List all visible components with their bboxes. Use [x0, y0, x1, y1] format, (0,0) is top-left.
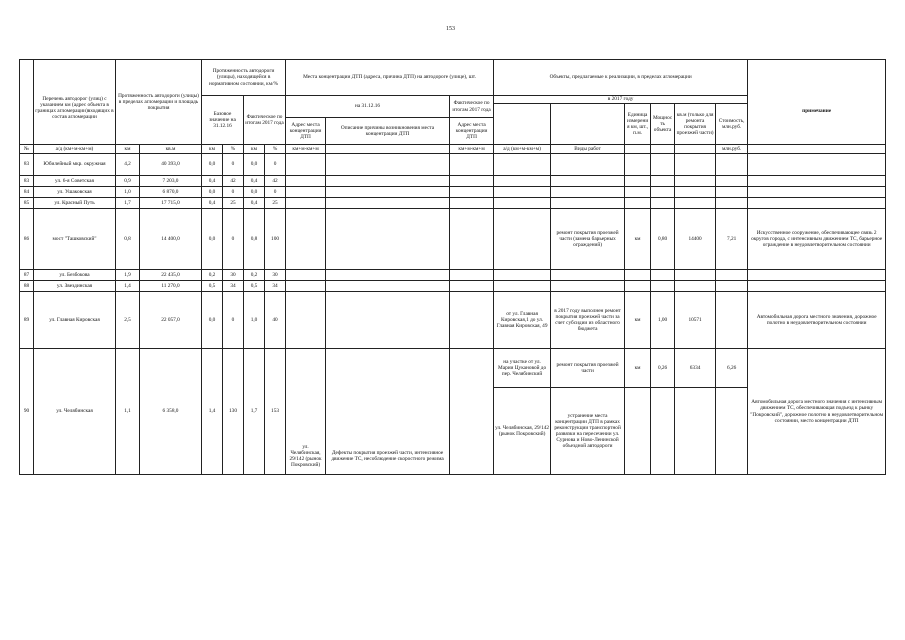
- header-actual-2017: Фактическое по итогам 2017 года: [244, 96, 286, 145]
- row-base-km: 0,0: [202, 187, 223, 198]
- row-sqm: 14400: [675, 209, 716, 270]
- header-dtp-cause: Описание причины возникновения места концентрации ДТП: [326, 118, 450, 145]
- row-area: 6 870,0: [140, 187, 202, 198]
- row-base-pct: 0: [223, 292, 244, 349]
- row-area: 22 057,0: [140, 292, 202, 349]
- row-base-km: 1,4: [202, 349, 223, 475]
- row-dtp-address: ул. Челябинская, 29/142 (рынок Покровский): [286, 349, 326, 475]
- unit-blank: [651, 145, 675, 154]
- row-num: 89: [20, 292, 34, 349]
- row-fact-pct: 42: [265, 176, 286, 187]
- header-objects-group: Объекты, предлагаемые к реализации, в пределах агломерации: [494, 60, 748, 96]
- row-unit: км: [625, 209, 651, 270]
- row-capacity: 0,80: [651, 209, 675, 270]
- row-fact-km: 1,0: [244, 292, 265, 349]
- row-note: Искусственное сооружение, обеспечивающее связь 2 округов города, с интенсивным движением ТС, барьерное ограждение в неудовлетворительном состоянии: [748, 209, 886, 270]
- row-len: 1,7: [116, 198, 140, 209]
- unit-pct2: %: [265, 145, 286, 154]
- header-sqm: кв.м (только для ремонта покрытия проезжей части): [675, 104, 716, 145]
- row-note: Автомобильная дорога местного значения с интенсивным движением ТС, обеспечивающая подъезд к рынку "Покровский", дорожное полотно в неудовлетворительном состоянии, место концентрации ДТП: [748, 349, 886, 475]
- row-works: в 2017 году выполнен ремонт покрытия проезжей части за счет субсидии из областного бюджета: [551, 292, 625, 349]
- header-obj-addr-top: [494, 104, 551, 145]
- row-fact-km: 0,5: [244, 281, 265, 292]
- row-road: ул. Ушаковская: [34, 187, 116, 198]
- row-base-pct: 0: [223, 187, 244, 198]
- header-cost: Стоимость, млн.руб.: [716, 104, 748, 145]
- row-num: 84: [20, 187, 34, 198]
- row-sqm: 10571: [675, 292, 716, 349]
- table-row: [20, 187, 886, 198]
- unit-num: №: [20, 145, 34, 154]
- header-dtp-address-b: Адрес места концентрации ДТП: [450, 118, 494, 145]
- row-fact-km: 0,8: [244, 209, 265, 270]
- unit-km3: км: [244, 145, 265, 154]
- table-row: [20, 270, 886, 281]
- row-fact-km: 0,4: [244, 198, 265, 209]
- table-row: [20, 198, 886, 209]
- row-cost: 7,21: [716, 209, 748, 270]
- row-num: 83: [20, 176, 34, 187]
- row-num: 83: [20, 154, 34, 176]
- row-len: 1,1: [116, 349, 140, 475]
- row-base-pct: 0: [223, 154, 244, 176]
- row-base-km: 0,2: [202, 270, 223, 281]
- row-base-pct: 130: [223, 349, 244, 475]
- row-base-pct: 42: [223, 176, 244, 187]
- row-base-km: 0,0: [202, 209, 223, 270]
- row-road: ул. Челябинская: [34, 349, 116, 475]
- row-num: 85: [20, 198, 34, 209]
- row-fact-km: 0,0: [244, 187, 265, 198]
- row-unit: км: [625, 292, 651, 349]
- header-dtp-group: Места концентрации ДТП (адреса, причина ДТП) на автодороге (улице), шт.: [286, 60, 494, 96]
- row-base-km: 0,0: [202, 154, 223, 176]
- table-row: [20, 176, 886, 187]
- unit-blank: [675, 145, 716, 154]
- row-base-km: 0,0: [202, 292, 223, 349]
- row-len: 1,9: [116, 270, 140, 281]
- row-area: 22 435,0: [140, 270, 202, 281]
- col-num: [20, 60, 34, 145]
- unit-addr2: а/д (км+м-км+м): [494, 145, 551, 154]
- unit-blank: [326, 145, 450, 154]
- row-base-pct: 30: [223, 270, 244, 281]
- row-fact-km: 0,2: [244, 270, 265, 281]
- row-base-km: 0,4: [202, 176, 223, 187]
- unit-km2: км: [202, 145, 223, 154]
- header-dtp-address: Адрес места концентрации ДТП: [286, 118, 326, 145]
- header-year-2017: в 2017 году: [494, 96, 748, 104]
- unit-blank: [748, 145, 886, 154]
- header-works-spacer: [551, 104, 625, 145]
- table-row: [20, 349, 886, 388]
- row-unit: км: [625, 349, 651, 388]
- row-len: 0,9: [116, 176, 140, 187]
- row-fact-km: 0,0: [244, 154, 265, 176]
- table-row: [20, 292, 886, 349]
- header-length: Протяженность автодороги (улицы) в пределах агломерации и площадь покрытия: [116, 60, 202, 145]
- unit-works: Виды работ: [551, 145, 625, 154]
- header-road-list: Перечень автодорог (улиц) с указанием км (адрес объекта в границах агломерации)входящих в состав агломерации: [34, 60, 116, 145]
- row-road: мост "Ташковский": [34, 209, 116, 270]
- row-fact-pct: 30: [265, 270, 286, 281]
- row-fact-pct: 25: [265, 198, 286, 209]
- header-note: примечание: [748, 60, 886, 145]
- row-capacity: 1,00: [651, 292, 675, 349]
- row-area: 40 393,0: [140, 154, 202, 176]
- unit-blank: [625, 145, 651, 154]
- header-as-of: на 31.12.16: [286, 96, 450, 118]
- row-num: 88: [20, 281, 34, 292]
- row-road: Юбилейный мкр. окружная: [34, 154, 116, 176]
- row-num: 87: [20, 270, 34, 281]
- unit-cost: млн.руб.: [716, 145, 748, 154]
- row-len: 4,2: [116, 154, 140, 176]
- row-road: ул. Безбокова: [34, 270, 116, 281]
- row-road: ул. Красный Путь: [34, 198, 116, 209]
- row-works: ремонт покрытия проезжей части: [551, 349, 625, 388]
- header-norm-group: Протяженность автодороги (улицы), находящейся в нормативном состоянии, км/%: [202, 60, 286, 96]
- row-road: ул. 6-я Советская: [34, 176, 116, 187]
- row-fact-pct: 34: [265, 281, 286, 292]
- row-len: 0,8: [116, 209, 140, 270]
- row-area: 11 270,0: [140, 281, 202, 292]
- row-len: 1,0: [116, 187, 140, 198]
- unit-kmm: км+м-км+м: [286, 145, 326, 154]
- row-note: Автомобильная дорога местного значения, дорожное полотно в неудовлетворительном состоянии: [748, 292, 886, 349]
- header-base-value: Базовое значение на 31.12.16: [202, 96, 244, 145]
- row-base-km: 0,4: [202, 198, 223, 209]
- row-base-pct: 34: [223, 281, 244, 292]
- row-fact-pct: 153: [265, 349, 286, 475]
- row-area: 14 400,0: [140, 209, 202, 270]
- table-row: [20, 281, 886, 292]
- row-dtp-cause: Дефекты покрытия проезжей части, интенсивное движение ТС, несоблюдение скоростного режима: [326, 349, 450, 475]
- row-works-2: устранение места концентрации ДТП в рамках реконструкции транспортной развязки на пересечении ул. Сурнова и Ново-Ленинской объездной автодороги: [551, 388, 625, 475]
- header-actual-2017-b: Фактическое по итогам 2017 года: [450, 96, 494, 118]
- row-fact-pct: 0: [265, 154, 286, 176]
- row-fact-km: 0,4: [244, 176, 265, 187]
- row-area: 6 358,0: [140, 349, 202, 475]
- row-object-address: на участке от ул. Марии Цукановой до пер. Челябинский: [494, 349, 551, 388]
- row-len: 2,5: [116, 292, 140, 349]
- row-sqm: 6334: [675, 349, 716, 388]
- unit-kmm2: км+м-км+м: [450, 145, 494, 154]
- row-num: 86: [20, 209, 34, 270]
- unit-pct: %: [223, 145, 244, 154]
- row-works: ремонт покрытия проезжей части (замена барьерных ограждений): [551, 209, 625, 270]
- row-fact-pct: 40: [265, 292, 286, 349]
- row-area: 7 203,0: [140, 176, 202, 187]
- roads-table: [19, 59, 886, 475]
- row-road: ул. Звездинская: [34, 281, 116, 292]
- row-fact-pct: 100: [265, 209, 286, 270]
- row-fact-pct: 0: [265, 187, 286, 198]
- header-capacity: Мощность объекта: [651, 104, 675, 145]
- unit-sqm: кв.м: [140, 145, 202, 154]
- row-object-address-2: ул. Челябинская, 29/142 (рынок Покровский): [494, 388, 551, 475]
- page-number: 153: [446, 26, 455, 32]
- row-fact-km: 1,7: [244, 349, 265, 475]
- row-capacity: 0,26: [651, 349, 675, 388]
- row-base-pct: 25: [223, 198, 244, 209]
- header-unit: Единица измерения км, шт., п.м.: [625, 104, 651, 145]
- row-len: 1,4: [116, 281, 140, 292]
- unit-addr1: а/д (км+м-км+м): [34, 145, 116, 154]
- table-row: [20, 209, 886, 270]
- row-object-address: от ул. Главная Кировская,1 до ул. Главная Кировская, 49: [494, 292, 551, 349]
- row-base-km: 0,5: [202, 281, 223, 292]
- row-road: ул. Главная Кировская: [34, 292, 116, 349]
- unit-km: км: [116, 145, 140, 154]
- table-row: [20, 154, 886, 176]
- row-base-pct: 0: [223, 209, 244, 270]
- row-num: 90: [20, 349, 34, 475]
- row-cost: 6,26: [716, 349, 748, 388]
- row-area: 17 715,0: [140, 198, 202, 209]
